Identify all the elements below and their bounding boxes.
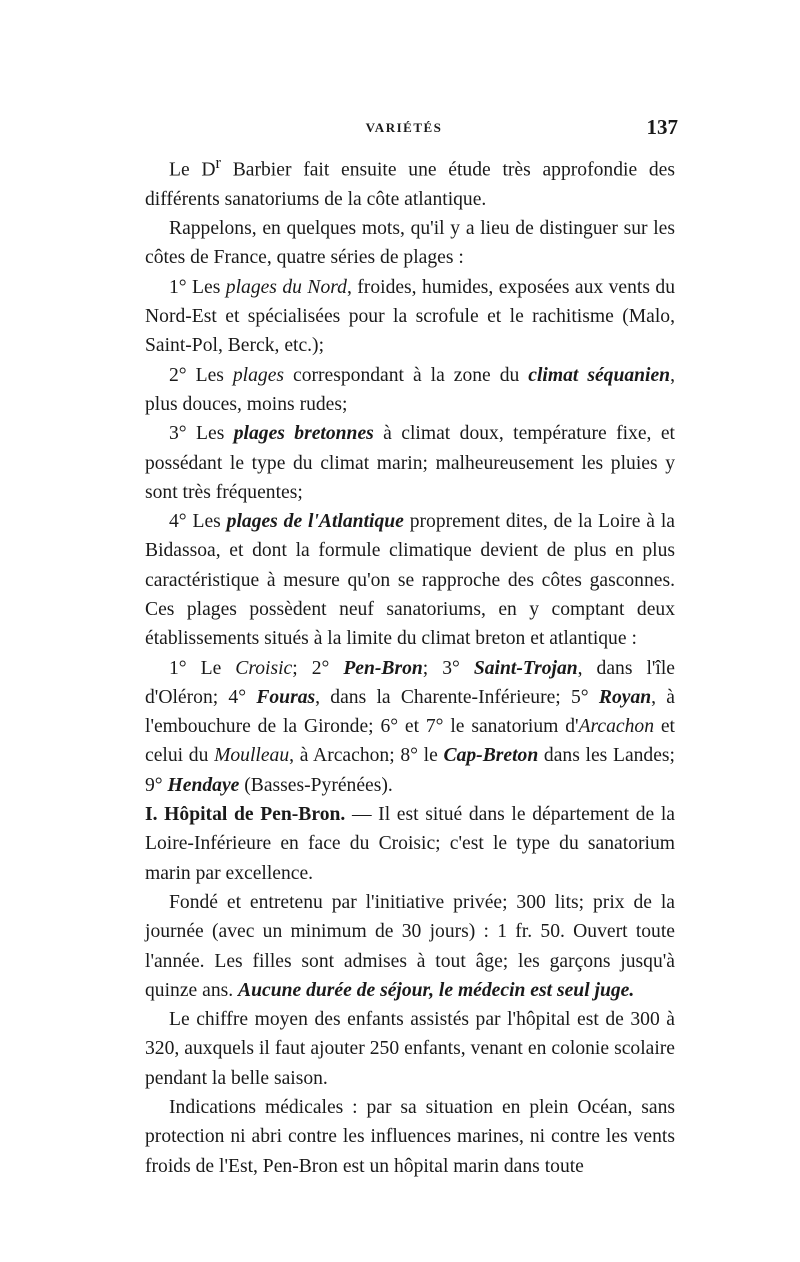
p7-text-e: , dans la Charente-Inférieure; 5° [315, 686, 599, 708]
p2-text: Rappelons, en quelques mots, qu'il y a lieu de distinguer sur les côtes de France, quatre séries de plages : [145, 218, 675, 269]
p7-text-a: 1° Le [169, 657, 236, 679]
p1-superscript: r [215, 153, 221, 172]
p4-italic-2: climat séquanien [528, 364, 671, 386]
p1-text-b: Barbier fait ensuite une étude très approfondie des différents sanatoriums de la côte atlantique. [145, 159, 675, 210]
paragraph-4 [145, 361, 675, 420]
p10-text: Le chiffre moyen des enfants assistés par l'hôpital est de 300 à 320, auxquels il faut ajouter 250 enfants, venant en colonie scolaire pendant la belle saison. [145, 1009, 675, 1089]
p4-text-a: 2° Les [169, 364, 233, 386]
section-heading-pen-bron: I. Hôpital de Pen-Bron. [145, 804, 346, 826]
paragraph-3 [145, 273, 675, 361]
p7-italic-cap-breton: Cap-Breton [443, 745, 539, 767]
p4-text-b: correspondant à la zone du [284, 364, 529, 386]
p5-text-a: 3° Les [169, 423, 234, 445]
p7-text-d: , dans l'île d'Oléron; 4° [145, 657, 675, 708]
p7-text-f: , à l'embouchure de la Gironde; 6° et 7° le sanatorium d' [145, 686, 676, 738]
p1-text-a: Le D [169, 159, 216, 181]
p5-italic: plages bretonnes [233, 423, 374, 445]
p3-text-b: , froides, humides, exposées aux vents du Nord-Est et spécialisées pour la scrofule et le rachitisme (Malo, Saint-Pol, Berck, etc.); [145, 276, 675, 357]
p5-text-b: à climat doux, température fixe, et possédant le type du climat marin; malheureusement les pluies y sont très fréquentes; [145, 423, 675, 503]
paragraph-7 [145, 654, 675, 800]
p6-text-b: proprement dites, de la Loire à la Bidassoa, et dont la formule climatique devient de plus en plus caractéristique à mesure qu'on se rapproche des côtes gasconnes. Ces plages possèdent neuf sanatoriums, en y comptant deux établissements situés à la limite du climat breton et atlantique : [145, 511, 675, 650]
p6-italic: plages de l'Atlantique [226, 511, 404, 533]
p8-text: — Il est situé dans le département de la Loire-Inférieure en face du Croisic; c'est le type du sanatorium marin par excellence. [145, 804, 675, 884]
p7-text-b: ; 2° [292, 657, 344, 679]
paragraph-5 [145, 419, 675, 507]
paragraph-11 [145, 1093, 675, 1181]
p9-italic: Aucune durée de séjour, le médecin est seul juge. [238, 979, 635, 1001]
paragraph-8 [145, 800, 675, 888]
body-text [145, 148, 675, 1181]
paragraph-2 [145, 214, 675, 273]
p7-italic-croisic: Croisic [235, 657, 293, 679]
p6-text-a: 4° Les [169, 511, 227, 533]
page-number: 137 [646, 115, 678, 139]
p9-text-a: Fondé et entretenu par l'initiative privée; 300 lits; prix de la journée (avec un minimum de 30 jours) : 1 fr. 50. Ouvert toute l'année. Les filles sont admises à tout âge; les garçons jusqu'à quinze ans. [145, 891, 675, 1001]
p4-text-c: , plus douces, moins rudes; [145, 364, 675, 415]
p4-italic-1: plages [232, 364, 285, 386]
p7-text-i: dans les Landes; 9° [145, 745, 675, 796]
p3-text-a: 1° Les [169, 276, 226, 298]
paragraph-9 [145, 888, 675, 1005]
p7-text-g: et celui du [145, 716, 675, 767]
p7-italic-arcachon: Arcachon [578, 716, 655, 738]
running-title: VARIÉTÉS [365, 120, 443, 135]
p7-text-j: (Basses-Pyrénées). [239, 774, 393, 796]
running-header [130, 117, 678, 141]
paragraph-6 [145, 507, 675, 653]
paragraph-10 [145, 1005, 675, 1093]
p3-italic: plages du Nord [225, 276, 347, 298]
p7-italic-fouras: Fouras [256, 686, 316, 708]
p7-italic-hendaye: Hendaye [167, 774, 240, 796]
p11-text: Indications médicales : par sa situation en plein Océan, sans protection ni abri contre les influences marines, ni contre les vents froids de l'Est, Pen-Bron est un hôpital marin dans toute [145, 1097, 675, 1177]
p7-italic-moulleau: Moulleau [214, 745, 290, 767]
p7-italic-royan: Royan [598, 686, 652, 708]
p7-text-h: , à Arcachon; 8° le [289, 745, 444, 767]
p7-text-c: ; 3° [422, 657, 474, 679]
p7-italic-saint-trojan: Saint-Trojan [473, 657, 578, 679]
paragraph-1 [145, 148, 675, 214]
p7-italic-pen-bron: Pen-Bron [343, 657, 423, 679]
